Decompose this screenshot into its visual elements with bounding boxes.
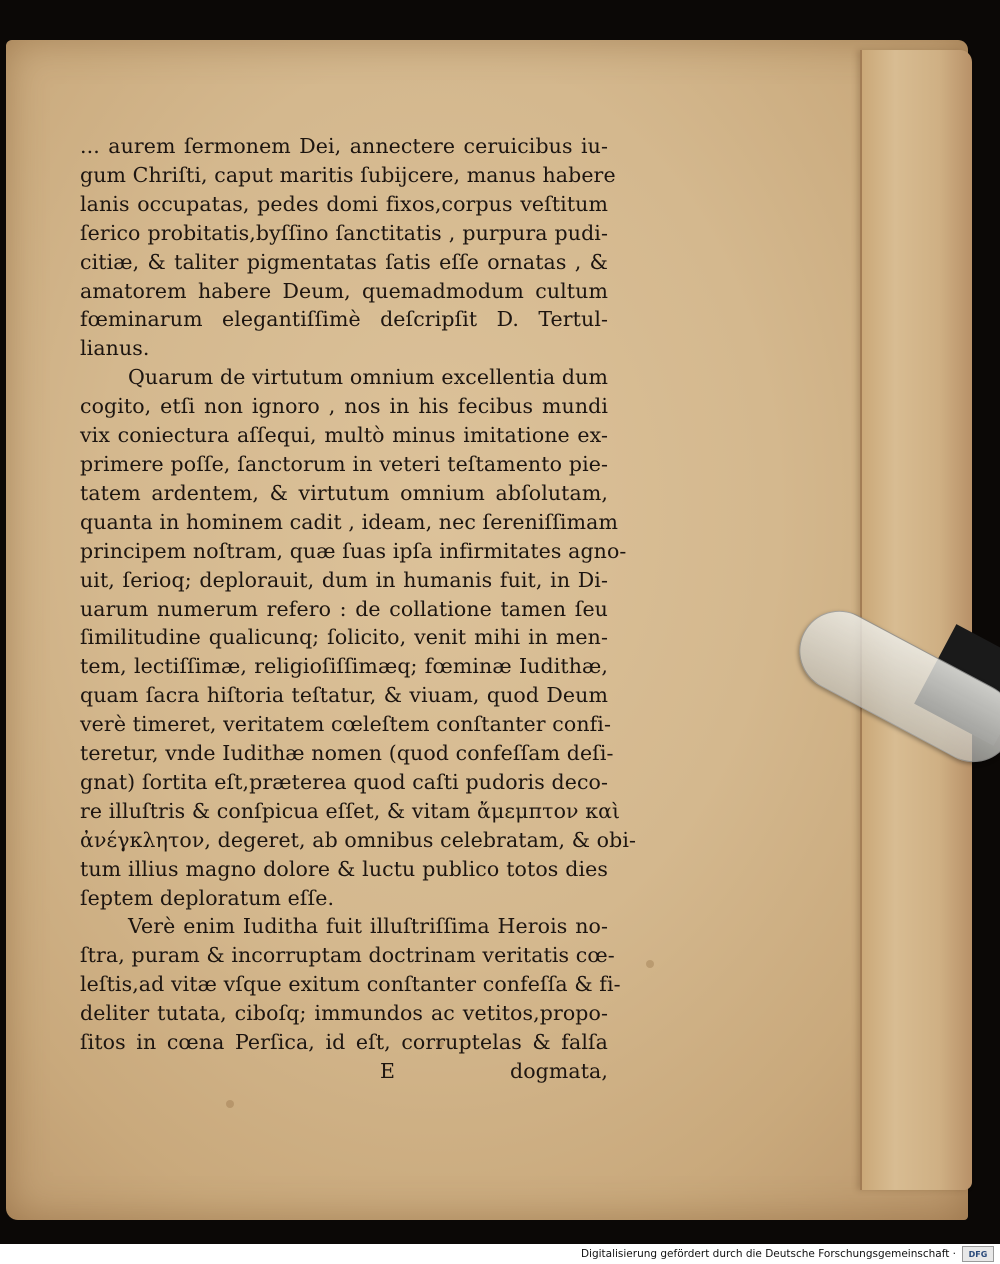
text-line: tem, lectiſſimæ, religioſiſſimæq; fœminæ Iudithæ, (80, 654, 608, 679)
text-line: ſimilitudine qualicunq; ſolicito, venit mihi in men- (80, 625, 608, 650)
text-line: gum Chriſti, caput maritis ſubijcere, manus habere (80, 162, 616, 187)
text-line: ſeptem deploratum eſſe. (80, 885, 335, 910)
text-line: re illuſtris & conſpicua eſſet, & vitam ἄμεμπτον καὶ (80, 798, 621, 823)
text-line: teretur, vnde Iudithæ nomen (quod confeſſam deſi- (80, 741, 614, 766)
text-line: ſtra, puram & incorruptam doctrinam veritatis cœ- (80, 943, 615, 968)
text-line: ἀνέγκλητον, degeret, ab omnibus celebratam, & obi- (80, 827, 637, 852)
text-line: uarum numerum refero : de collatione tamen ſeu (80, 596, 608, 621)
text-line: deliter tutata, ciboſq; immundos ac vetitos,propo- (80, 1001, 608, 1026)
text-line: cogito, etſi non ignoro , nos in his fecibus mundi (80, 394, 608, 419)
text-line: tatem ardentem, & virtutum omnium abſolutam, (80, 480, 608, 505)
catchword-line (80, 1057, 608, 1086)
text-line: tum illius magno dolore & luctu publico totos dies (80, 856, 608, 881)
funding-credit: Digitalisierung gefördert durch die Deutsche Forschungsgemeinschaft · (580, 1248, 956, 1260)
text-line: principem noſtram, quæ ſuas ipſa infirmitates agno- (80, 538, 627, 563)
text-line: primere poſſe, ſanctorum in veteri teſtamento pie- (80, 451, 608, 476)
body-text (80, 132, 637, 1086)
text-line: fœminarum elegantiſſimè deſcripſit D. Tertul- (80, 307, 608, 332)
text-line: ſerico probitatis,byſſino ſanctitatis , purpura pudi- (80, 220, 608, 245)
text-line: Quarum de virtutum omnium excellentia dum (128, 365, 608, 390)
text-line: quam ſacra hiſtoria teſtatur, & viuam, quod Deum (80, 683, 608, 708)
text-line: ſitos in cœna Perſica, id eſt, corruptelas & falſa (80, 1030, 608, 1055)
foxing-spot (226, 1100, 234, 1108)
text-line: verè timeret, veritatem cœleſtem conſtanter confi- (80, 712, 611, 737)
text-line: vix coniectura aſſequi, multò minus imitatione ex- (80, 423, 608, 448)
foxing-spot (646, 960, 654, 968)
text-line: Verè enim Iuditha fuit illuſtriſſima Herois no- (128, 914, 608, 939)
text-line: gnat) ſortita eſt,præterea quod caſti pudoris deco- (80, 769, 608, 794)
text-line: citiæ, & taliter pigmentatas ſatis eſſe ornatas , & (80, 249, 608, 274)
text-line: lianus. (80, 336, 150, 361)
text-line: leſtis,ad vitæ vſque exitum conſtanter confeſſa & fi- (80, 972, 621, 997)
text-line: lanis occupatas, pedes domi fixos,corpus veſtitum (80, 191, 608, 216)
text-line: uit, ſerioq; deplorauit, dum in humanis fuit, in Di- (80, 567, 608, 592)
catchword: dogmata, (509, 1059, 608, 1083)
text-line: amatorem habere Deum, quemadmodum cultum (80, 278, 608, 303)
footer-bar (0, 1244, 1000, 1264)
page-edge-fold (860, 50, 972, 1190)
dfg-logo-icon: DFG (962, 1246, 994, 1262)
text-line: quanta in hominem cadit , ideam, nec ſereniſſimam (80, 509, 618, 534)
text-line: ... aurem ſermonem Dei, annectere ceruicibus iu- (80, 134, 608, 158)
signature-mark: E (380, 1059, 396, 1083)
